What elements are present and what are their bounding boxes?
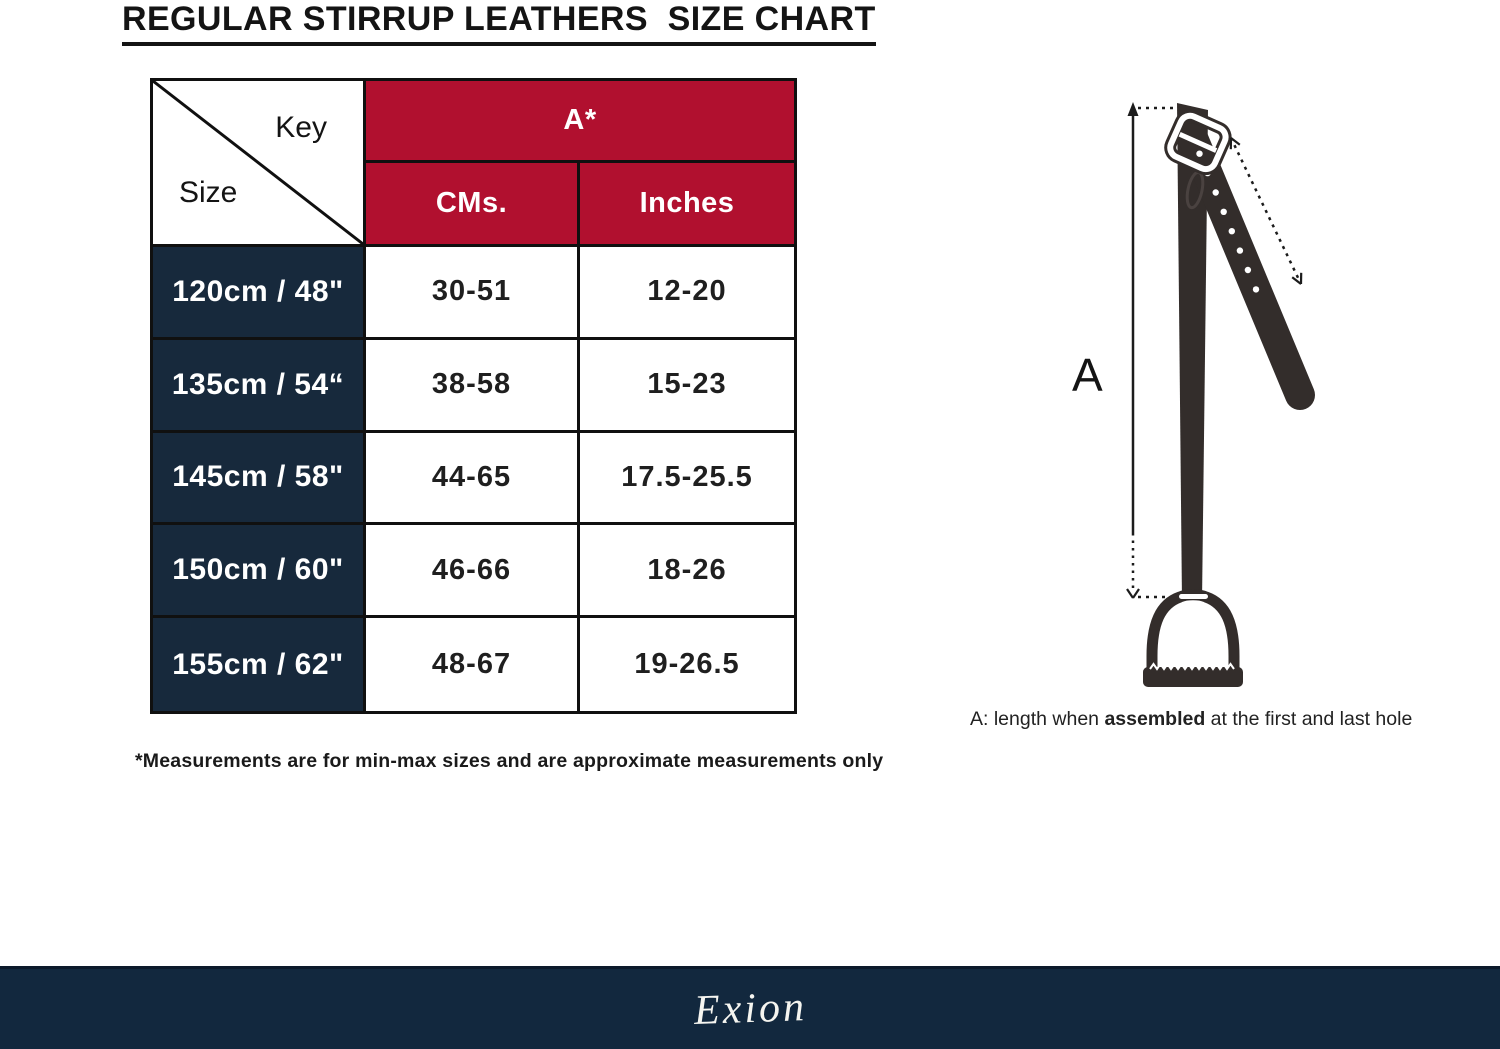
row-size-label: 135cm / 54“ [153, 340, 366, 433]
row-size-label: 155cm / 62" [153, 618, 366, 711]
length-measurement-arrow [1127, 102, 1181, 598]
page-title: REGULAR STIRRUP LEATHERS SIZE CHART [122, 0, 876, 46]
row-cms-value: 44-65 [366, 433, 580, 526]
caption-suffix: at the first and last hole [1205, 708, 1413, 730]
caption-prefix: A: length when [970, 708, 1105, 730]
row-size-label: 145cm / 58" [153, 433, 366, 526]
row-inches-value: 12-20 [580, 247, 794, 340]
stirrup-leather-illustration [1060, 90, 1400, 700]
diagonal-strap [1193, 138, 1300, 395]
stirrup-iron [1143, 594, 1243, 687]
diagram-caption [970, 708, 1412, 731]
row-inches-value: 17.5-25.5 [580, 433, 794, 526]
row-inches-value: 18-26 [580, 525, 794, 618]
brand-logo: Exion [692, 984, 808, 1034]
column-header-cms: CMs. [366, 163, 580, 247]
row-cms-value: 48-67 [366, 618, 580, 711]
caption-bold-word: assembled [1104, 708, 1206, 730]
dimension-a-label: A [1072, 349, 1103, 401]
corner-key-label: Key [275, 111, 327, 144]
row-size-label: 150cm / 60" [153, 525, 366, 618]
row-inches-value: 15-23 [580, 340, 794, 433]
group-header-a: A* [366, 81, 794, 163]
row-inches-value: 19-26.5 [580, 618, 794, 711]
measurements-footnote: *Measurements are for min-max sizes and are approximate measurements only [135, 750, 884, 772]
row-cms-value: 38-58 [366, 340, 580, 433]
corner-cell [153, 81, 366, 247]
row-size-label: 120cm / 48" [153, 247, 366, 340]
column-header-inches: Inches [580, 163, 794, 247]
corner-size-label: Size [179, 176, 238, 209]
footer-bar [0, 966, 1500, 1049]
size-chart-table [150, 78, 797, 714]
buckle [1167, 113, 1229, 173]
row-cms-value: 46-66 [366, 525, 580, 618]
diagonal-divider [153, 81, 363, 244]
row-cms-value: 30-51 [366, 247, 580, 340]
